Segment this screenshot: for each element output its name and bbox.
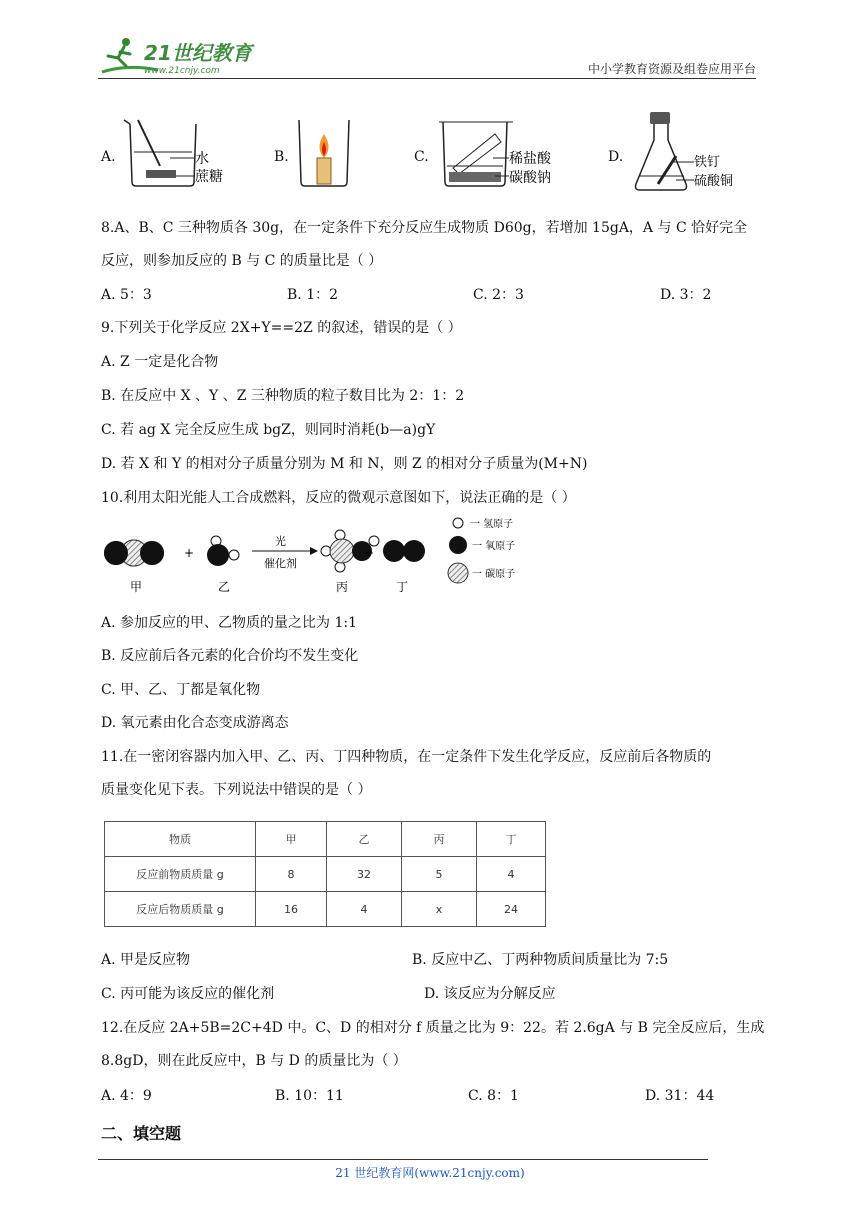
svg-text:甲: 甲 [130, 580, 143, 594]
svg-text:硫酸铜: 硫酸铜 [694, 174, 734, 189]
svg-text:乙: 乙 [218, 580, 231, 594]
q10-option-a: A. 参加反应的甲、乙物质的量之比为 1:1 [101, 615, 357, 631]
q9-option-a: A. Z 一定是化合物 [101, 354, 219, 370]
table-cell: 5 [402, 857, 477, 892]
q8-option-c: C. 2：3 [473, 287, 524, 303]
footer-divider [98, 1159, 708, 1160]
svg-text:www.21cnjy.com: www.21cnjy.com [144, 66, 220, 76]
table-header-row [105, 822, 546, 857]
table-cell: 32 [327, 857, 402, 892]
table-cell: 4 [327, 892, 402, 927]
q7-option-c-label: C. [414, 149, 429, 165]
q12-option-d: D. 31：44 [645, 1088, 715, 1104]
table-cell: 24 [477, 892, 546, 927]
q9-option-c: C. 若 ag X 完全反应生成 bgZ，则同时消耗(b—a)gY [101, 422, 436, 438]
table-header-cell: 甲 [256, 822, 327, 857]
q9-option-d: D. 若 X 和 Y 的相对分子质量分别为 M 和 N，则 Z 的相对分子质量为(M+N) [101, 456, 588, 472]
table-header-cell: 乙 [327, 822, 402, 857]
svg-text:21世纪教育: 21世纪教育 [144, 41, 252, 65]
section-title: 二、填空题 [101, 1124, 182, 1143]
q8-stem-line2: 反应，则参加反应的 B 与 C 的质量比是（ ） [101, 253, 383, 269]
q8-option-b: B. 1：2 [287, 287, 339, 303]
q9-stem: 9.下列关于化学反应 2X+Y==2Z 的叙述，错误的是（ ） [101, 320, 462, 336]
site-logo [98, 36, 268, 78]
table-cell: 4 [477, 857, 546, 892]
svg-text:一 碳原子: 一 碳原子 [472, 569, 516, 580]
svg-text:一 氢原子: 一 氢原子 [470, 519, 514, 530]
q12-stem-line2: 8.8gD，则在此反应中，B 与 D 的质量比为（ ） [101, 1053, 407, 1069]
platform-title: 中小学教育资源及组卷应用平台 [587, 62, 756, 76]
table-header-cell: 物质 [105, 822, 256, 857]
q10-stem: 10.利用太阳光能人工合成燃料，反应的微观示意图如下，说法正确的是（ ） [101, 490, 576, 506]
q11-option-c: C. 丙可能为该反应的催化剂 [101, 986, 275, 1002]
table-cell: x [402, 892, 477, 927]
q7-beaker-a-figure [118, 112, 238, 192]
header-divider [98, 78, 756, 79]
q10-reaction-diagram [100, 515, 540, 601]
q12-stem-line1: 12.在反应 2A+5B=2C+4D 中。C、D 的相对分 f 质量之比为 9：22。若 2.6gA 与 B 完全反应后，生成 [101, 1020, 765, 1036]
table-cell: 16 [256, 892, 327, 927]
footer-text: 21 世纪教育网(www.21cnjy.com) [335, 1166, 525, 1180]
svg-text:丙: 丙 [336, 580, 349, 594]
q10-option-d: D. 氧元素由化合态变成游离态 [101, 715, 289, 731]
svg-text:碳酸钠: 碳酸钠 [509, 170, 551, 186]
table-cell: 反应后物质质量 g [105, 892, 256, 927]
svg-text:水: 水 [195, 151, 209, 167]
q7-beaker-c-figure [435, 112, 565, 192]
q11-stem-line2: 质量变化见下表。下列说法中错误的是（ ） [101, 782, 372, 798]
q11-option-d: D. 该反应为分解反应 [424, 986, 556, 1002]
table-header-cell: 丁 [477, 822, 546, 857]
svg-text:催化剂: 催化剂 [264, 557, 297, 570]
q11-mass-table [104, 821, 546, 927]
q10-option-c: C. 甲、乙、丁都是氧化物 [101, 682, 261, 698]
table-cell: 8 [256, 857, 327, 892]
q8-stem-line1: 8.A、B、C 三种物质各 30g，在一定条件下充分反应生成物质 D60g，若增加 15gA，A 与 C 恰好完全 [101, 220, 748, 236]
q12-option-b: B. 10：11 [275, 1088, 344, 1104]
q12-option-c: C. 8：1 [468, 1088, 519, 1104]
q11-option-a: A. 甲是反应物 [101, 952, 191, 968]
svg-text:稀盐酸: 稀盐酸 [509, 151, 551, 167]
q12-option-a: A. 4：9 [101, 1088, 152, 1104]
q11-option-b: B. 反应中乙、丁两种物质间质量比为 7:5 [412, 952, 669, 968]
svg-text:蔗糖: 蔗糖 [195, 169, 223, 185]
q7-option-b-label: B. [274, 149, 289, 165]
table-row [105, 892, 546, 927]
svg-text:铁钉: 铁钉 [694, 155, 721, 170]
svg-text:丁: 丁 [396, 580, 409, 594]
q10-option-b: B. 反应前后各元素的化合价均不发生变化 [101, 648, 359, 664]
q9-option-b: B. 在反应中 X 、Y 、Z 三种物质的粒子数目比为 2：1：2 [101, 388, 465, 404]
table-row [105, 857, 546, 892]
svg-text:+: + [364, 546, 375, 560]
q7-flask-d-figure [628, 110, 748, 194]
q7-option-a-label: A. [101, 149, 116, 165]
svg-text:光: 光 [275, 535, 286, 548]
svg-text:一 氧原子: 一 氧原子 [472, 541, 516, 552]
q8-option-d: D. 3：2 [660, 287, 712, 303]
q7-candle-figure [295, 114, 355, 190]
svg-text:+: + [184, 546, 195, 560]
table-cell: 反应前物质质量 g [105, 857, 256, 892]
q8-option-a: A. 5：3 [101, 287, 152, 303]
q7-option-d-label: D. [608, 149, 624, 165]
table-header-cell: 丙 [402, 822, 477, 857]
q11-stem-line1: 11.在一密闭容器内加入甲、乙、丙、丁四种物质，在一定条件下发生化学反应，反应前后各物质的 [101, 749, 712, 765]
